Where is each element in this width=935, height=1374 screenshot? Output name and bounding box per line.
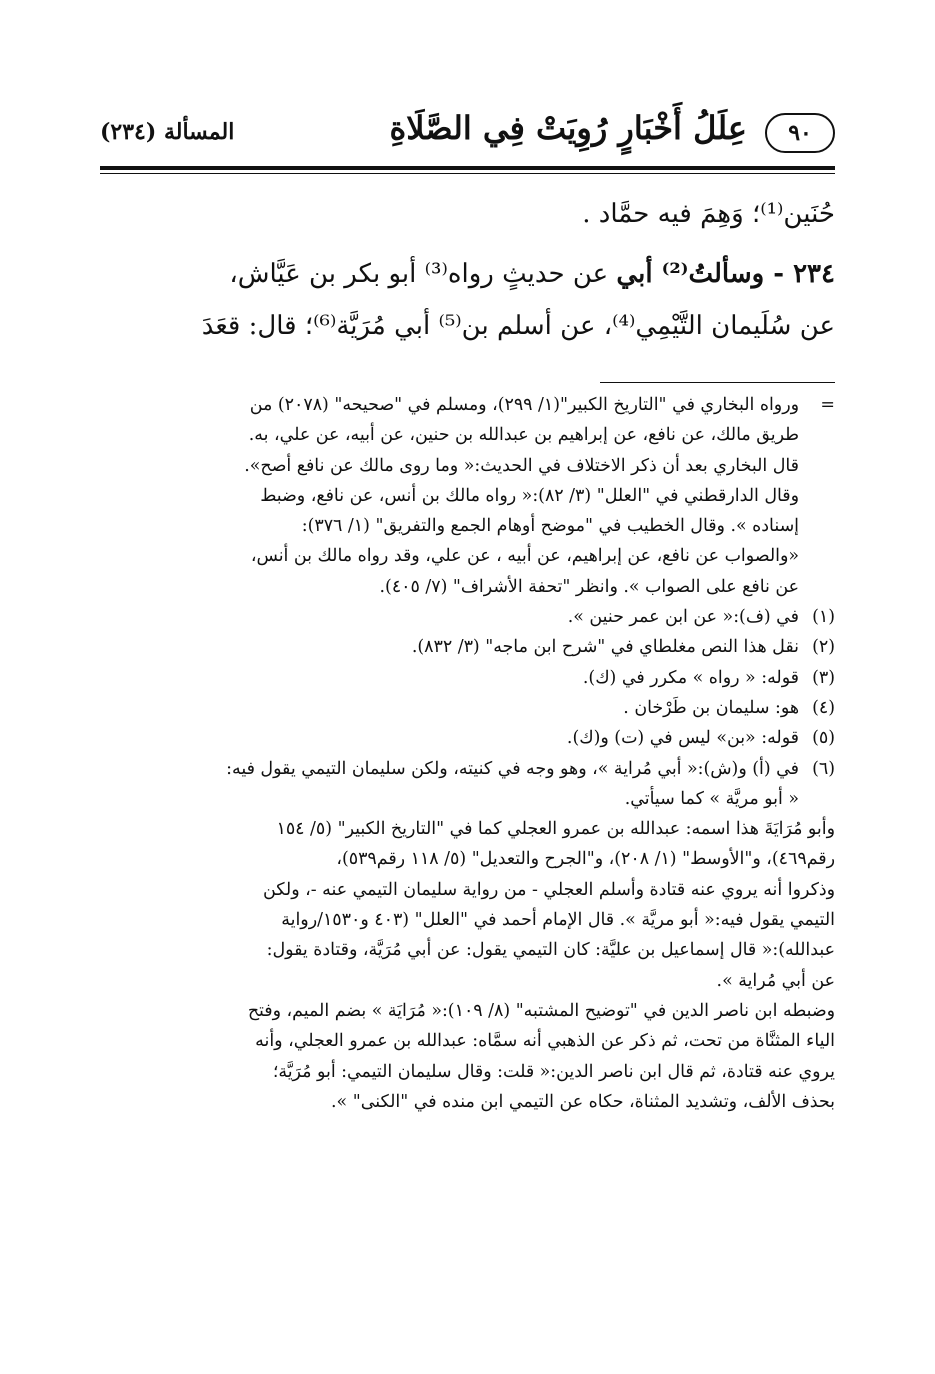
book-title: عِلَلُ أَخْبَارٍ رُوِيَتْ فِي الصَّلَاةِ xyxy=(389,109,747,147)
footnote-line xyxy=(100,390,835,420)
footnote-number: (١) xyxy=(812,607,835,628)
footnote-text: قوله: «بن» ليس في (ت) و(ك). xyxy=(566,728,799,749)
footnote-line: « أبو مريَّة » كما سيأتي. xyxy=(624,788,799,809)
footnote-line: عن أبي مُراية ». xyxy=(716,970,835,991)
continuation-mark: = xyxy=(820,395,835,415)
main-line-2-text: عن حديثٍ رواه⁽³⁾ أبو بكر بن عَيَّاش، xyxy=(229,259,617,289)
footnote-number: (٢) xyxy=(812,637,835,658)
page-number: ٩٠ xyxy=(765,113,835,153)
header-rule-thick xyxy=(100,166,835,170)
main-line-3: عن سُلَيمان التَّيْمِي⁽⁴⁾، عن أسلم بن⁽⁵⁾ أبي مُرَيَّة⁽⁶⁾؛ قال: قعَدَ xyxy=(201,311,835,341)
main-line-1: حُنَين⁽¹⁾؛ وَهِمَ فيه حمَّاد . xyxy=(582,199,835,229)
footnote-text: في (أ) و(ش):« أبي مُراية »، وهو وجه في كنيته، ولكن سليمان التيمي يقول فيه: xyxy=(226,758,799,779)
footnote-line: الياء المثنَّاة من تحت، ثم ذكر عن الذهبي أنه سمَّاه: عبدالله بن عمرو العجلي، وأنه xyxy=(255,1031,835,1052)
footnotes xyxy=(100,390,835,1117)
footnote-line: التيمي يقول فيه:« أبو مريَّة ». قال الإمام أحمد في "العلل" (٤٠٣ و١٥٣٠/رواية xyxy=(281,910,835,931)
footnote-number: (٦) xyxy=(812,758,835,779)
footnote-1 xyxy=(100,602,835,632)
issue-label: المسألة (٢٣٤) xyxy=(100,119,235,145)
footnote-line: بحذف الألف، وتشديد المثناة، حكاه عن التيمي ابن منده في "الكنى" ». xyxy=(331,1091,835,1112)
footnote-text: ورواه البخاري في "التاريخ الكبير"(١/ ٢٩٩)، ومسلم في "صحيحه" (٢٠٧٨) من xyxy=(249,395,799,415)
footnote-line: وضبطه ابن ناصر الدين في "توضيح المشتبه" (٨/ ١٠٩):« مُرَايَة » بضم الميم، وفتح xyxy=(247,1000,835,1021)
footnote-line: عبدالله):« قال إسماعيل بن عليَّة: كان التيمي يقول: عن أبي مُرَيَّة، وقتادة يقول: xyxy=(266,940,835,961)
footnote-5 xyxy=(100,723,835,753)
footnote-6 xyxy=(100,754,835,784)
footnote-line: رقم٤٦٩)، و"الأوسط" (١/ ٢٠٨)، و"الجرح والتعديل" (٥/ ١١٨ رقم٥٣٩)، xyxy=(336,849,835,870)
main-text xyxy=(100,188,835,352)
footnote-separator xyxy=(600,382,835,383)
footnote-line: وأبو مُرَايَةَ هذا اسمه: عبدالله بن عمرو العجلي كما في "التاريخ الكبير" (٥/ ١٥٤ xyxy=(276,819,835,840)
footnote-3 xyxy=(100,663,835,693)
footnote-number: (٣) xyxy=(812,667,835,688)
footnote-line: قال البخاري بعد أن ذكر الاختلاف في الحديث:« وما روى مالك عن نافع أصح». xyxy=(244,455,799,476)
footnote-line: وذكروا أنه يروي عنه قتادة وأسلم العجلي - من رواية سليمان التيمي عنه -، ولكن xyxy=(263,879,835,900)
issue-heading: ٢٣٤ - وسألتُ⁽²⁾ أبي xyxy=(616,259,835,289)
footnote-number: (٤) xyxy=(812,697,835,718)
footnote-text: في (ف):« عن ابن عمر حنين ». xyxy=(567,607,799,628)
footnote-4 xyxy=(100,693,835,723)
footnote-2 xyxy=(100,632,835,662)
footnote-number: (٥) xyxy=(812,728,835,749)
main-line-2 xyxy=(100,248,835,300)
footnote-line: إسناده ». وقال الخطيب في "موضح أوهام الجمع والتفريق" (١/ ٣٧٦): xyxy=(301,516,799,537)
footnote-text: هو: سليمان بن طَرْخان . xyxy=(623,697,799,718)
footnote-line: وقال الدارقطني في "العلل" (٣/ ٨٢):« رواه مالك بن أنس، عن نافع، وضبط xyxy=(260,485,799,506)
header-rule-thin xyxy=(100,173,835,174)
footnote-line: طريق مالك، عن نافع، عن إبراهيم بن عبدالله بن حنين، عن أبيه، عن علي، به. xyxy=(248,425,799,446)
footnote-line: يروي عنه قتادة، ثم قال ابن ناصر الدين:« قلت: وقال سليمان التيمي: أبو مُرَيَّة؛ xyxy=(272,1061,835,1082)
footnote-text: نقل هذا النص مغلطاي في "شرح ابن ماجه" (٣/ ٨٣٢). xyxy=(411,637,799,658)
footnote-line: عن نافع على الصواب ». وانظر "تحفة الأشراف" (٧/ ٤٠٥). xyxy=(379,576,799,597)
footnote-line: «والصواب عن نافع، عن إبراهيم، عن أبيه ، عن علي، وقد رواه مالك بن أنس، xyxy=(250,546,799,567)
footnote-text: قوله: « رواه » مكرر في (ك). xyxy=(582,667,799,688)
page-header xyxy=(100,105,835,165)
